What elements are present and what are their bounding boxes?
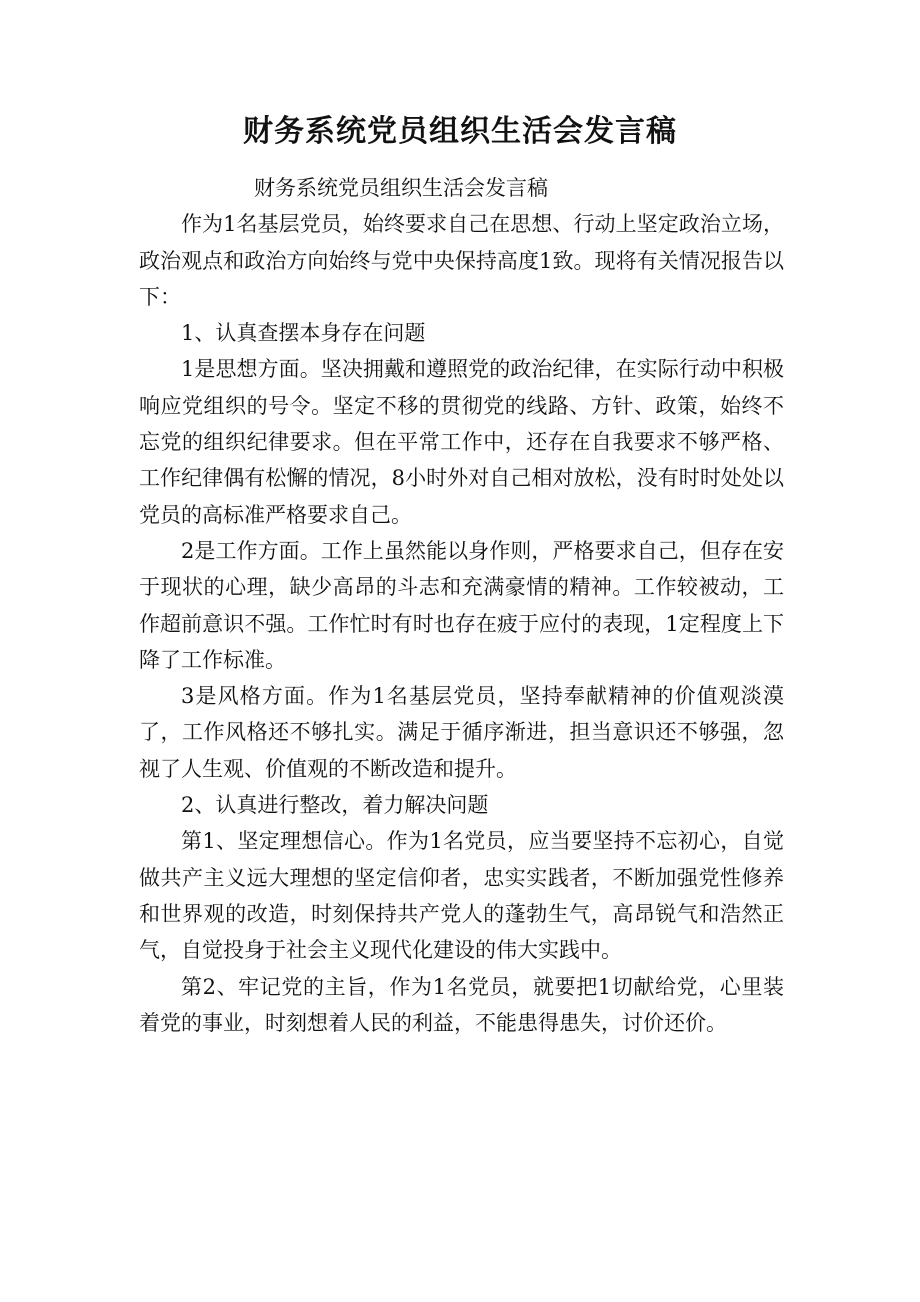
- paragraph-thought: 1是思想方面。坚决拥戴和遵照党的政治纪律，在实际行动中积极响应党组织的号令。坚定不移的贯彻党的线路、方针、政策，始终不忘党的组织纪律要求。但在平常工作中，还存在自我要求不够严格、工作纪律偶有松懈的情况，8小时外对自己相对放松，没有时时处处以党员的高标准严格要求自己。: [139, 357, 784, 527]
- paragraph-purpose: 第2、牢记党的主旨，作为1名党员，就要把1切献给党，心里装着党的事业，时刻想着人民的利益，不能患得患失，讨价还价。: [139, 974, 784, 1035]
- paragraph-intro: 作为1名基层党员，始终要求自己在思想、行动上坚定政治立场，政治观点和政治方向始终与党中央保持高度1致。现将有关情况报告以下：: [139, 212, 784, 309]
- document-subtitle: 财务系统党员组织生活会发言稿: [254, 176, 548, 200]
- paragraph-style: 3是风格方面。作为1名基层党员，坚持奉献精神的价值观淡漠了，工作风格还不够扎实。满足于循序渐进，担当意识还不够强，忽视了人生观、价值观的不断改造和提升。: [139, 684, 784, 781]
- paragraph-work: 2是工作方面。工作上虽然能以身作则，严格要求自己，但存在安于现状的心理，缺少高昂的斗志和充满豪情的精神。工作较被动，工作超前意识不强。工作忙时有时也存在疲于应付的表现，1定程度上下降了工作标准。: [139, 538, 784, 672]
- section-heading-1: 1、认真查摆本身存在问题: [181, 321, 426, 346]
- document-body: [139, 170, 784, 1041]
- section-heading-2: 2、认真进行整改，着力解决问题: [181, 793, 489, 818]
- paragraph-ideals: 第1、坚定理想信心。作为1名党员，应当要坚持不忘初心，自觉做共产主义远大理想的坚定信仰者，忠实实践者，不断加强党性修养和世界观的改造，时刻保持共产党人的蓬勃生气，高昂锐气和浩然正气，自觉投身于社会主义现代化建设的伟大实践中。: [139, 829, 784, 963]
- document-title: 财务系统党员组织生活会发言稿: [243, 114, 677, 149]
